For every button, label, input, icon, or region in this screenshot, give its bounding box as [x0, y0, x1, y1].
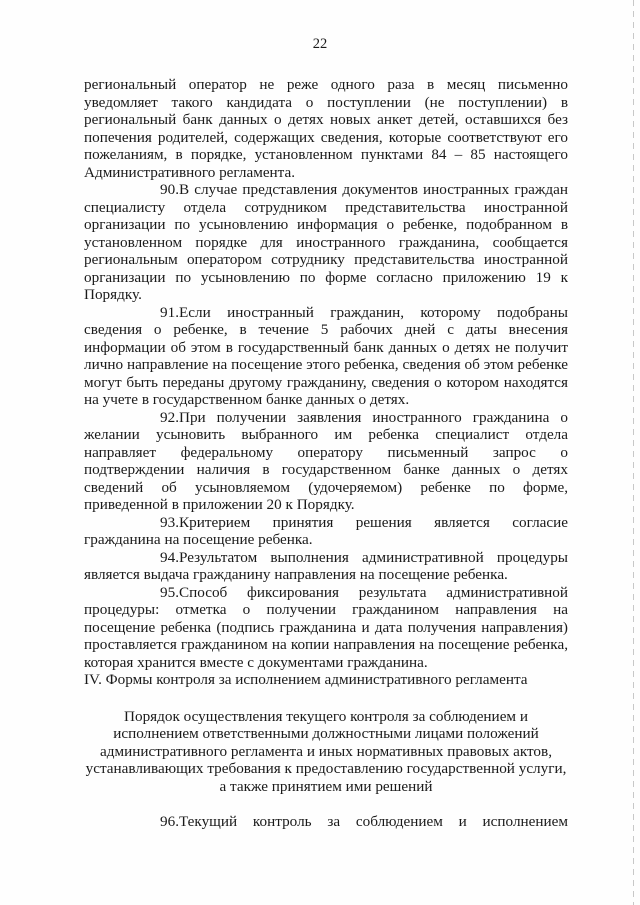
page-number: 22 [312, 36, 328, 52]
paragraph-text: При получении заявления иностранного гражданина о желании усыновить выбранного им ребенка специалист отдела направляет федеральному оператору письменный запрос о подтверждении наличия в государственном банке данных о детях сведений об усыновляемом (удочеряемом) ребенке по форме, приведенной в приложении 20 к Порядку. [84, 408, 568, 513]
paragraph-text: Способ фиксирования результата административной процедуры: отметка о получении гражданином направления на посещение ребенка (подпись гражданина и дата получения направления) проставляется гражданином на копии направления на посещение ребенка, которая хранится вместе с документами гражданина. [84, 583, 568, 671]
paragraph-number: 91. [160, 303, 179, 321]
subsection-heading [84, 708, 568, 796]
paragraph-92 [84, 409, 568, 514]
paragraph-number: 92. [160, 408, 179, 426]
paragraph-text: Критерием принятия решения является согласие гражданина на посещение ребенка. [84, 513, 568, 548]
subheading-line: а также принятием ими решений [219, 777, 433, 795]
paragraph-text: В случае представления документов иностранных граждан специалисту отдела сотрудником представительства иностранной организации по усыновлению информация о ребенке, подобранном в установленном порядке для иностранного гражданина, сообщается региональным оператором сотруднику представительства иностранной организации по усыновлению по форме согласно приложению 19 к Порядку. [84, 181, 568, 303]
paragraph-text: Результатом выполнения административной процедуры является выдача гражданину направления на посещение ребенка. [84, 548, 568, 583]
subheading-line: административного регламента и иных нормативных правовых актов, [100, 742, 552, 760]
subheading-line: исполнением ответственными должностными лицами положений [113, 725, 539, 742]
paragraph-number: 90. [160, 181, 179, 198]
paragraph-continuation: региональный оператор не реже одного раза в месяц письменно уведомляет такого кандидата о поступлении (не поступлении) в региональный банк данных о детях новых анкет детей, оставшихся без попечения родителей, содержащих сведения, которые соответствуют его пожеланиям, в порядке, установленном пунктами 84 – 85 настоящего Административного регламента. [84, 76, 568, 181]
scan-edge [633, 0, 634, 905]
subheading-line: устанавливающих требования к предоставлению государственной услуги, [85, 760, 567, 777]
paragraph-number: 93. [160, 513, 179, 531]
document-body [84, 76, 568, 831]
section-heading: IV. Формы контроля за исполнением административного регламента [84, 671, 528, 688]
paragraph-93 [84, 514, 568, 549]
paragraph-90 [84, 181, 568, 304]
paragraph-96 [84, 813, 568, 831]
paragraph-number: 94. [160, 548, 179, 566]
paragraph-text: Текущий контроль за соблюдением и исполнением [178, 813, 568, 830]
paragraph-number: 96. [160, 813, 179, 830]
subheading-line: Порядок осуществления текущего контроля за соблюдением и [124, 707, 528, 725]
paragraph-94 [84, 549, 568, 584]
paragraph-number: 95. [160, 583, 179, 601]
paragraph-text: Если иностранный гражданин, которому подобраны сведения о ребенке, в течение 5 рабочих дней с даты внесения информации об этом в государственный банк данных о детях не получит лично направление на посещение этого ребенка, сведения об этом ребенке могут быть переданы другому гражданину, сведения о котором находятся на учете в государственном банке данных о детях. [84, 303, 568, 408]
paragraph-95 [84, 584, 568, 672]
paragraph-91 [84, 304, 568, 409]
